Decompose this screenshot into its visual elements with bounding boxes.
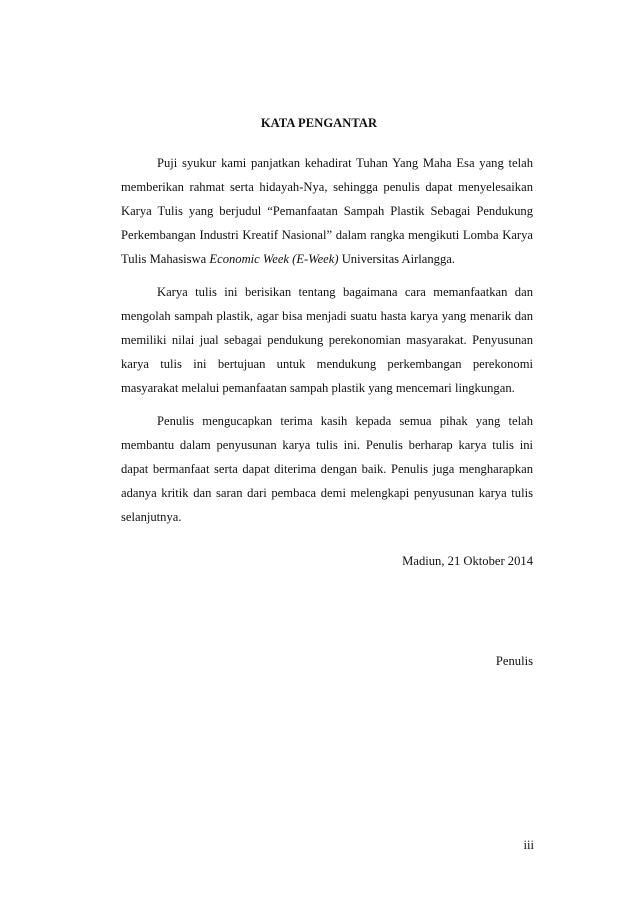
- page-title: KATA PENGANTAR: [260, 116, 378, 130]
- paragraph-1-tail: Universitas Airlangga.: [338, 252, 456, 266]
- paragraph-1: [121, 151, 533, 271]
- paragraph-1-italic: Economic Week (E-Week): [209, 252, 339, 266]
- page-number: iii: [523, 838, 534, 852]
- paragraph-2: Karya tulis ini berisikan tentang bagaimana cara memanfaatkan dan mengolah sampah plastik, agar bisa menjadi suatu hasta karya yang menarik dan memiliki nilai jual sebagai pendukung perekonomian masyarakat. Penyusunan karya tulis ini bertujuan untuk mendukung perkembangan perekonomi masyarakat melalui pemanfaatan sampah plastik yang mencemari lingkungan.: [121, 285, 533, 395]
- place-date: Madiun, 21 Oktober 2014: [402, 554, 533, 568]
- paragraph-3: Penulis mengucapkan terima kasih kepada semua pihak yang telah membantu dalam penyusunan karya tulis ini. Penulis berharap karya tulis ini dapat bermanfaat serta dapat diterima dengan baik. Penulis juga mengharapkan adanya kritik dan saran dari pembaca demi melengkapi penyusunan karya tulis selanjutnya.: [121, 414, 533, 524]
- author-signature: Penulis: [495, 654, 533, 668]
- paragraph-1-text: Puji syukur kami panjatkan kehadirat Tuhan Yang Maha Esa yang telah memberikan rahmat serta hidayah-Nya, sehingga penulis dapat menyelesaikan Karya Tulis yang berjudul “Pemanfaatan Sampah Plastik Sebagai Pendukung Perkembangan Industri Kreatif Nasional” dalam rangka mengikuti Lomba Karya Tulis Mahasiswa: [121, 156, 533, 266]
- document-body: [121, 151, 533, 538]
